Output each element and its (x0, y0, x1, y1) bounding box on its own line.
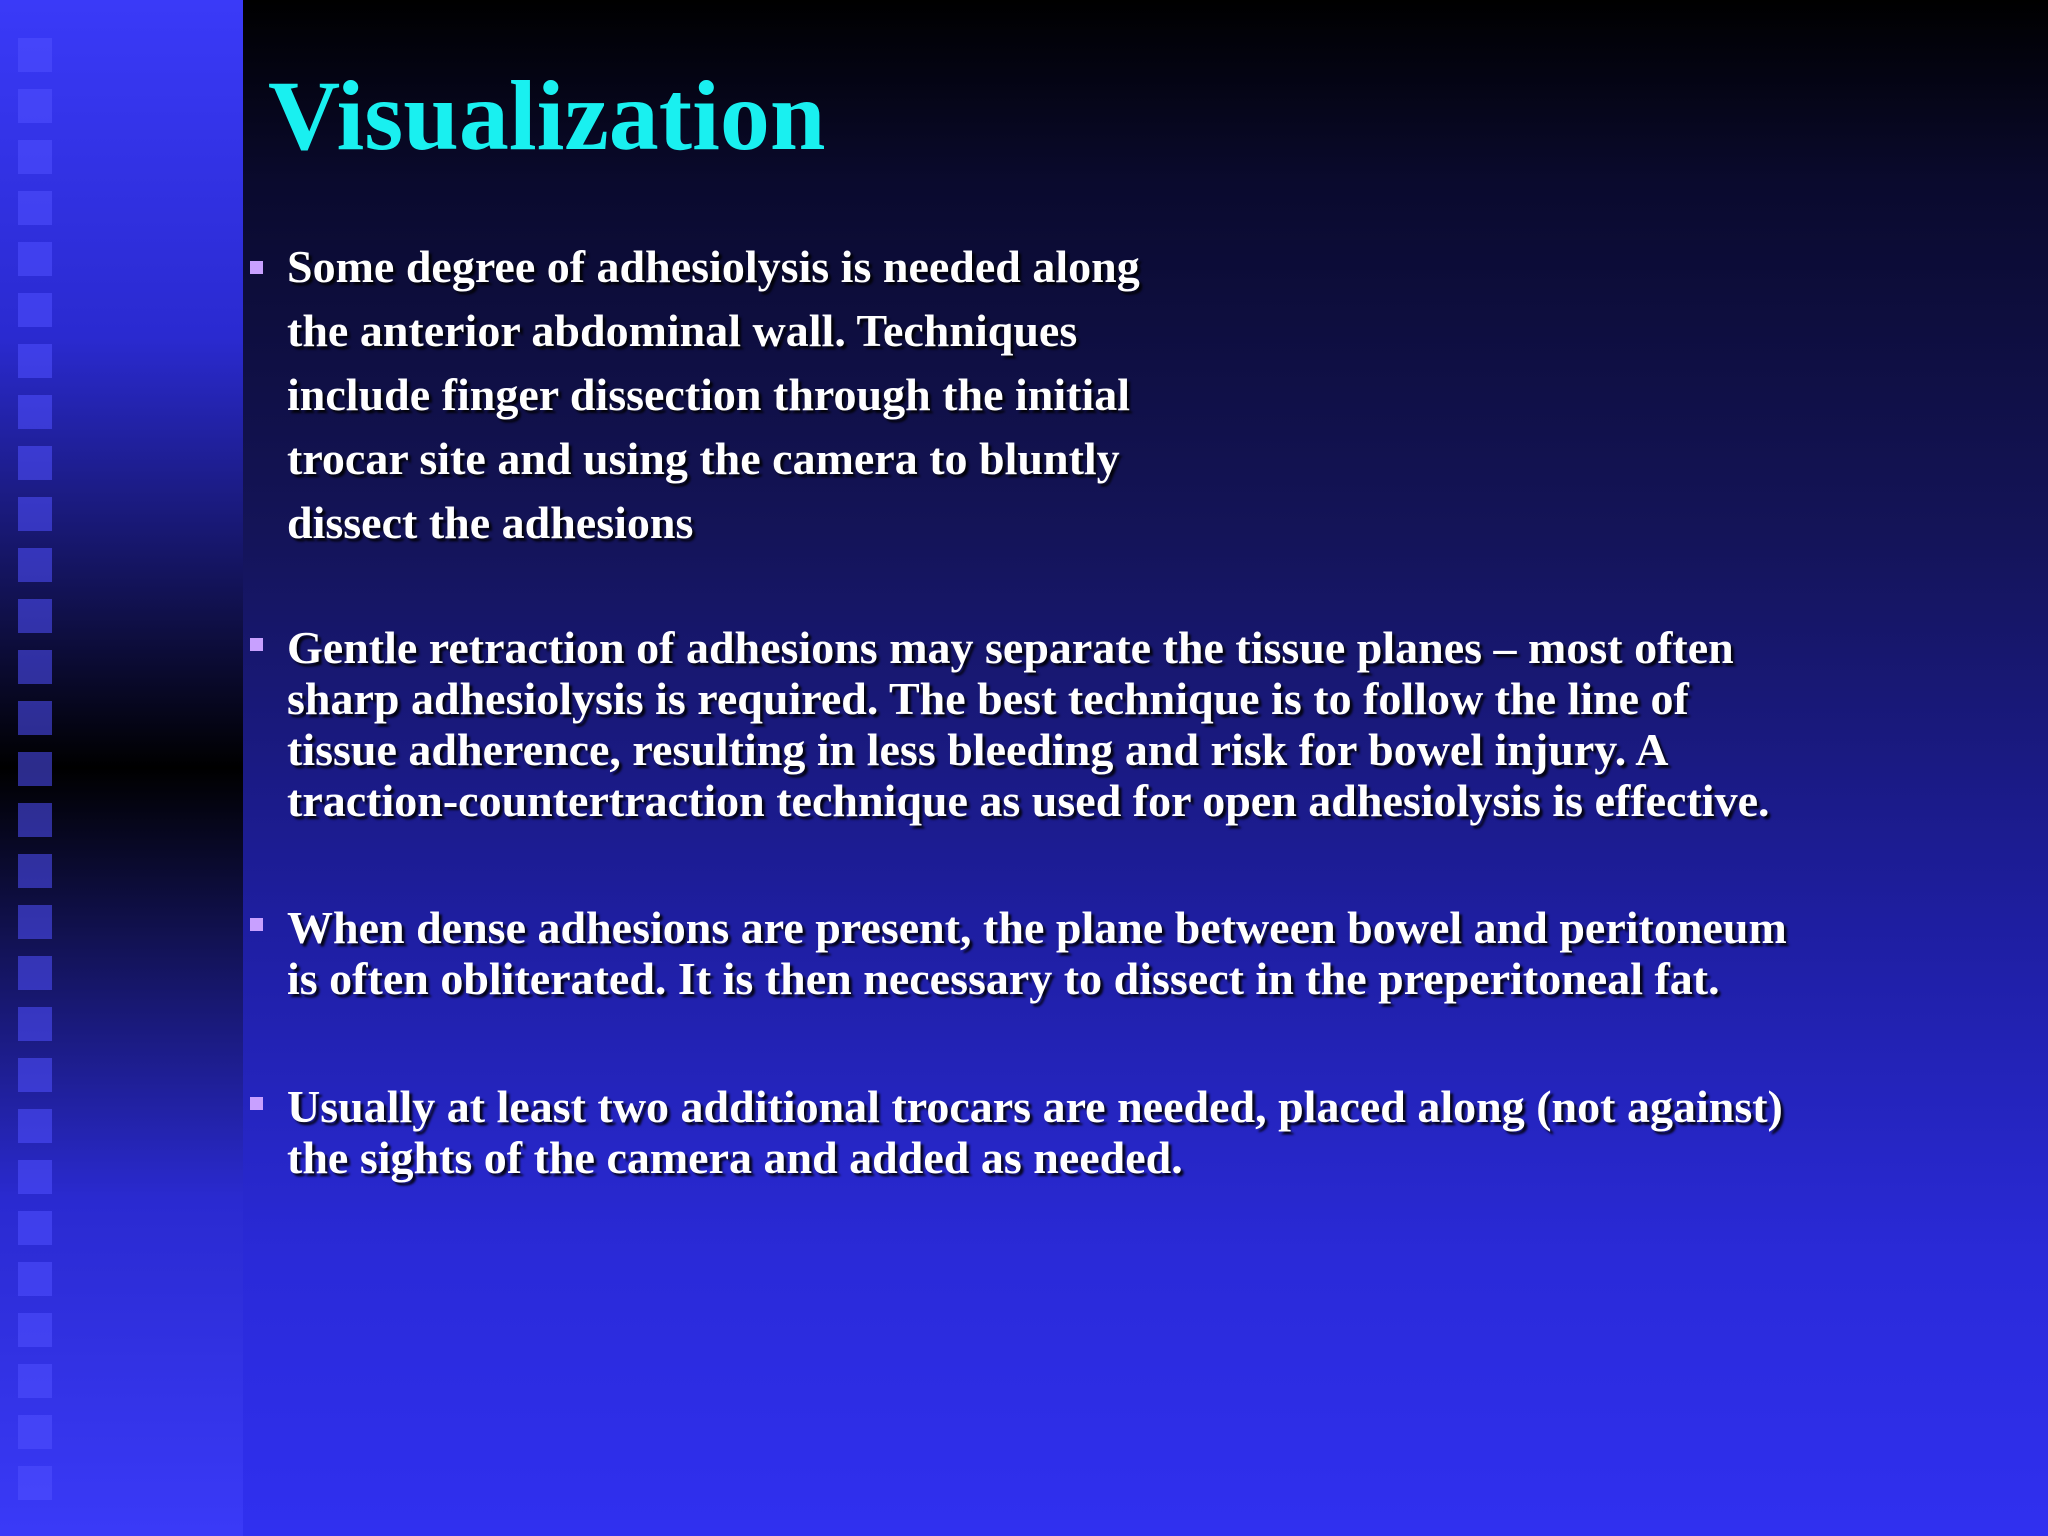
sidebar-square (18, 905, 52, 939)
bullet-text: When dense adhesions are present, the plane between bowel and peritoneum is often obliterated. It is then necessary to dissect in the preperitoneal fat. (287, 902, 1787, 1004)
bullet-text: Some degree of adhesiolysis is needed along the anterior abdominal wall. Techniques include finger dissection through the initial trocar site and using the camera to bluntly dissect the adhesions (287, 241, 1140, 548)
sidebar-square (18, 752, 52, 786)
sidebar-square (18, 1007, 52, 1041)
sidebar-square (18, 1109, 52, 1143)
sidebar-square (18, 191, 52, 225)
bullet-item (250, 902, 1787, 1004)
bullet-marker-icon (250, 918, 263, 931)
sidebar-decoration (0, 0, 243, 1536)
sidebar-square (18, 956, 52, 990)
bullet-text: Usually at least two additional trocars are needed, placed along (not against) the sights of the camera and added as needed. (287, 1081, 1783, 1183)
sidebar-square (18, 497, 52, 531)
bullet-marker-icon (250, 638, 263, 651)
sidebar-square (18, 395, 52, 429)
sidebar-square (18, 803, 52, 837)
bullet-item (250, 235, 1140, 555)
sidebar-square (18, 242, 52, 276)
bullet-item (250, 622, 1770, 826)
slide-title: Visualization (268, 60, 826, 171)
sidebar-square (18, 650, 52, 684)
sidebar-square (18, 89, 52, 123)
sidebar-square (18, 140, 52, 174)
sidebar-square (18, 38, 52, 72)
sidebar-square (18, 1211, 52, 1245)
square-pattern (18, 38, 52, 1517)
sidebar-square (18, 344, 52, 378)
bullet-item (250, 1081, 1783, 1183)
sidebar-square (18, 1160, 52, 1194)
sidebar-square (18, 1364, 52, 1398)
sidebar-square (18, 701, 52, 735)
sidebar-square (18, 599, 52, 633)
sidebar-square (18, 854, 52, 888)
bullet-text: Gentle retraction of adhesions may separate the tissue planes – most often sharp adhesiolysis is required. The best technique is to follow the line of tissue adherence, resulting in less bleeding and risk for bowel injury. A traction-countertraction technique as used for open adhesiolysis is effective. (287, 622, 1770, 826)
sidebar-square (18, 293, 52, 327)
bullet-marker-icon (250, 1097, 263, 1110)
sidebar-square (18, 1466, 52, 1500)
sidebar-square (18, 446, 52, 480)
bullet-marker-icon (250, 261, 263, 274)
sidebar-square (18, 1262, 52, 1296)
sidebar-square (18, 1313, 52, 1347)
sidebar-square (18, 548, 52, 582)
sidebar-square (18, 1058, 52, 1092)
sidebar-square (18, 1415, 52, 1449)
